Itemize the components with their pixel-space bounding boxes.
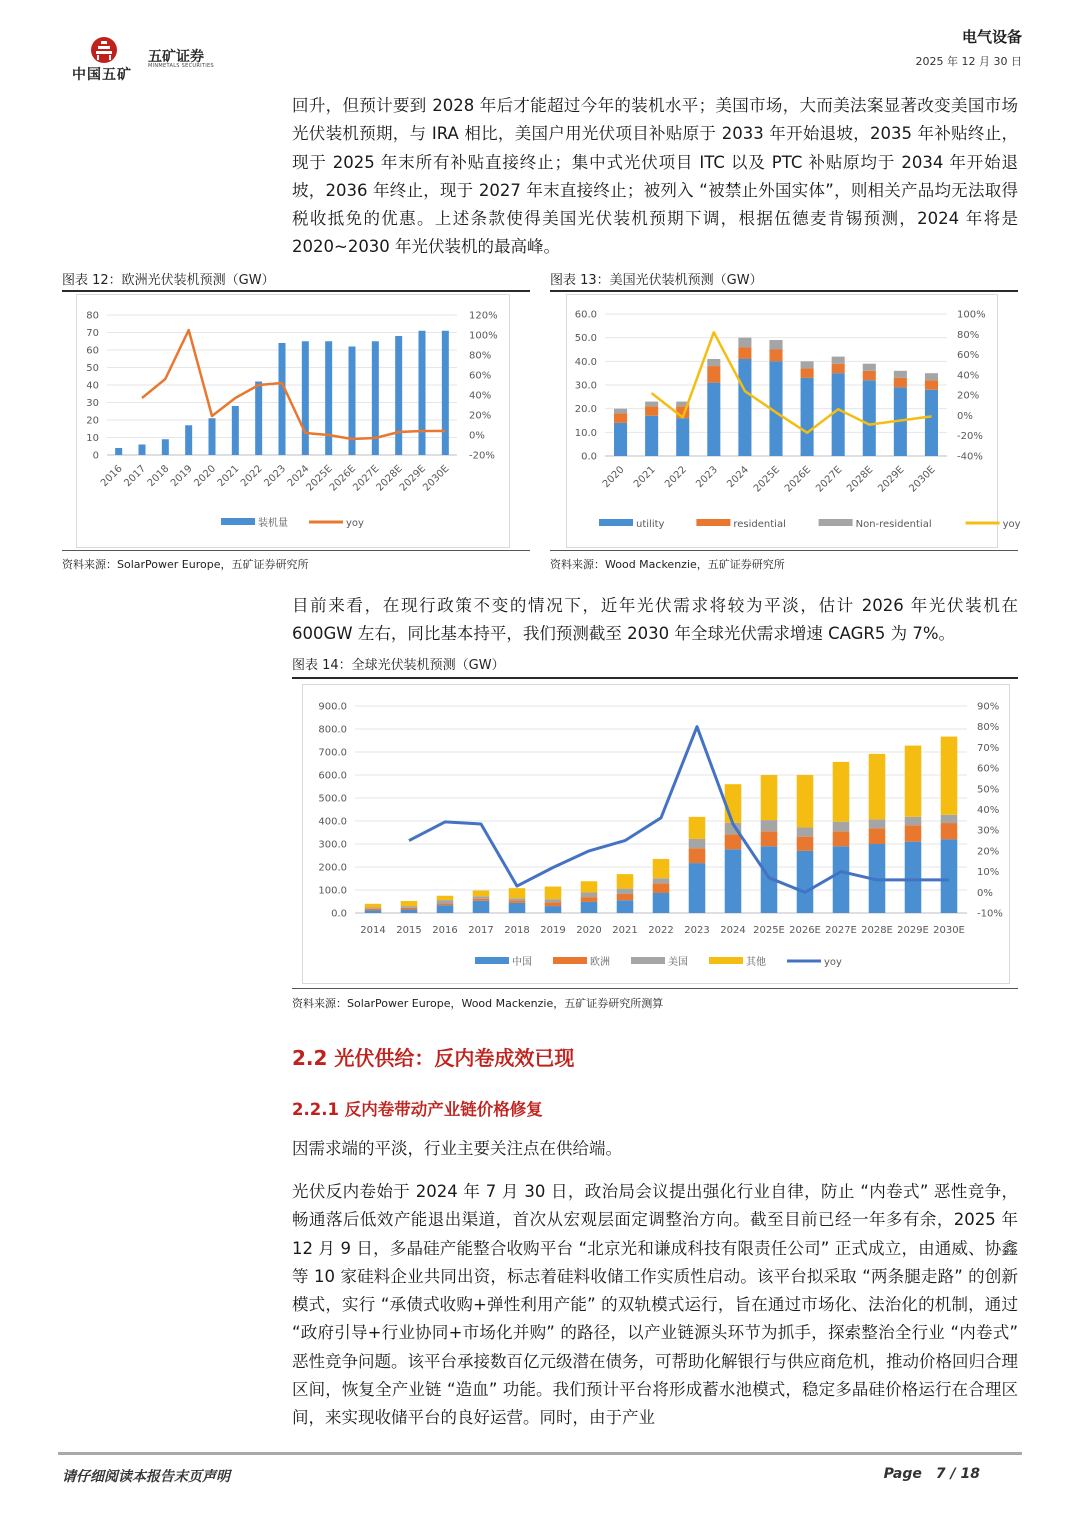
legend-swatch-Non-residential [819, 519, 853, 526]
y-tick-label: 50.0 [574, 333, 597, 345]
x-tick-label: 2021 [215, 463, 242, 490]
bar-欧洲 [797, 837, 814, 851]
bar-utility [738, 359, 751, 456]
bar-装机量 [115, 448, 122, 455]
bar-residential [645, 406, 658, 415]
y2-tick-label: -20% [957, 431, 983, 443]
figure-13-chart [567, 295, 1021, 547]
y2-tick-label: -20% [469, 450, 495, 462]
bar-美国 [401, 906, 418, 908]
bar-美国 [905, 817, 922, 826]
bar-欧洲 [869, 828, 886, 844]
body-paragraph-2 [292, 592, 1018, 649]
bar-residential [707, 366, 720, 383]
x-tick-label: 2019 [540, 925, 566, 936]
legend-label: residential [733, 519, 786, 530]
paragraph-text: 目前来看，在现行政策不变的情况下，近年光伏需求将较为平淡，估计 2026 年光伏装机在 600GW 左右，同比基本持平，我们预测截至 2030 年全球光伏需求增速 CAGR5 为 7%。 [292, 596, 1018, 644]
bar-utility [832, 373, 845, 456]
figure-13-title: 图表 13：美国光伏装机预测（GW） [550, 273, 763, 288]
bar-装机量 [395, 336, 402, 455]
bar-美国 [761, 820, 778, 831]
figure-14-title: 图表 14：全球光伏装机预测（GW） [292, 658, 505, 673]
bar-欧洲 [473, 899, 490, 901]
body-paragraph-1 [292, 92, 1018, 262]
body-paragraph-3 [292, 1135, 1018, 1163]
x-tick-label: 2030E [907, 464, 938, 495]
bar-其他 [797, 775, 814, 827]
bar-美国 [689, 839, 706, 848]
bar-美国 [473, 896, 490, 899]
x-tick-label: 2022 [648, 925, 674, 936]
bar-中国 [545, 906, 562, 913]
y-tick-label: 30.0 [574, 380, 597, 392]
bar-utility [863, 380, 876, 456]
bar-美国 [437, 900, 454, 903]
x-tick-label: 2026E [782, 464, 814, 495]
legend-label: 其他 [746, 957, 766, 968]
legend-swatch-其他 [709, 957, 743, 964]
figure-14-chart [303, 685, 1009, 983]
bar-美国 [833, 822, 850, 832]
x-tick-label: 2028E [845, 464, 876, 495]
figure-12-top-rule [62, 290, 530, 292]
y-tick-label: 900.0 [318, 701, 347, 713]
x-tick-label: 2023 [262, 463, 289, 490]
bar-装机量 [209, 418, 216, 455]
bar-中国 [473, 901, 490, 913]
y-tick-label: 10 [86, 433, 99, 444]
bar-其他 [941, 737, 958, 815]
figure-12-title: 图表 12：欧洲光伏装机预测（GW） [62, 273, 275, 288]
y-tick-label: 20 [86, 415, 99, 427]
bar-美国 [545, 899, 562, 902]
y2-tick-label: 120% [469, 310, 498, 322]
legend-swatch-residential [696, 519, 730, 526]
bar-美国 [653, 878, 670, 883]
x-tick-label: 2030E [421, 463, 452, 494]
bar-residential [832, 364, 845, 373]
bar-装机量 [139, 445, 146, 456]
legend-label: 中国 [512, 957, 532, 968]
x-tick-label: 2024 [720, 925, 746, 936]
bar-欧洲 [509, 901, 526, 903]
figure-13-top-rule [550, 290, 1018, 292]
legend-swatch-utility [599, 519, 633, 526]
line-series-yoy [652, 332, 932, 432]
x-tick-label: 2025E [751, 464, 783, 495]
bar-其他 [833, 762, 850, 822]
legend-label: 装机量 [258, 518, 288, 529]
figure-13-bottom-rule [550, 550, 1018, 551]
y2-tick-label: 0% [469, 430, 485, 442]
bar-Non-residential [614, 409, 627, 414]
y-tick-label: 600.0 [318, 770, 347, 782]
bar-Non-residential [645, 402, 658, 407]
figure-14-bottom-rule [292, 988, 1018, 989]
y2-tick-label: 40% [957, 370, 980, 382]
y2-tick-label: 80% [469, 350, 492, 362]
bar-欧洲 [617, 894, 634, 900]
x-tick-label: 2030E [933, 925, 965, 936]
figure-14-source: 资料来源：SolarPower Europe，Wood Mackenzie，五矿证券研究所测算 [292, 997, 664, 1010]
bar-欧洲 [833, 831, 850, 846]
bar-美国 [941, 815, 958, 823]
bar-其他 [581, 881, 598, 892]
bar-中国 [365, 910, 382, 913]
bar-utility [614, 423, 627, 456]
bar-欧洲 [365, 909, 382, 911]
footer-disclaimer: 请仔细阅读本报告末页声明 [62, 1469, 230, 1485]
y-tick-label: 10.0 [574, 427, 597, 439]
x-tick-label: 2029E [876, 464, 907, 495]
bar-residential [738, 347, 751, 359]
legend-label: yoy [346, 518, 364, 529]
bar-欧洲 [401, 908, 418, 910]
brand-name: 五矿证券 [148, 49, 204, 65]
y-tick-label: 500.0 [318, 793, 347, 805]
bar-欧洲 [437, 904, 454, 906]
figure-12-source: 资料来源：SolarPower Europe，五矿证券研究所 [62, 558, 309, 571]
bar-其他 [473, 890, 490, 896]
figure-12-chart-frame [76, 294, 510, 548]
x-tick-label: 2026E [789, 925, 821, 936]
bar-其他 [761, 775, 778, 820]
bar-装机量 [255, 382, 262, 456]
y2-tick-label: -40% [957, 451, 983, 463]
figure-13-chart-frame [566, 294, 1021, 548]
bar-中国 [653, 893, 670, 913]
bar-中国 [941, 839, 958, 913]
bar-其他 [437, 896, 454, 900]
x-tick-label: 2020 [192, 463, 219, 490]
company-name: 中国五矿 [72, 67, 132, 83]
x-tick-label: 2015 [396, 925, 422, 936]
y-tick-label: 0.0 [581, 451, 597, 463]
x-tick-label: 2027E [351, 463, 382, 494]
y2-tick-label: 50% [977, 784, 1000, 796]
y-tick-label: 400.0 [318, 816, 347, 828]
x-tick-label: 2021 [612, 925, 638, 936]
bar-其他 [365, 904, 382, 908]
legend-label: yoy [824, 957, 842, 968]
x-tick-label: 2028E [861, 925, 893, 936]
legend-label: 欧洲 [590, 957, 610, 968]
bar-utility [707, 383, 720, 456]
bar-Non-residential [894, 371, 907, 378]
bar-欧洲 [581, 897, 598, 902]
bar-中国 [401, 910, 418, 913]
bar-residential [769, 350, 782, 362]
figure-14-chart-frame [302, 684, 1010, 984]
x-tick-label: 2021 [631, 464, 658, 491]
bar-美国 [365, 907, 382, 908]
bar-装机量 [442, 331, 449, 455]
x-tick-label: 2016 [432, 925, 458, 936]
x-tick-label: 2024 [725, 464, 752, 491]
bar-中国 [797, 851, 814, 913]
legend-swatch-中国 [475, 957, 509, 964]
subsection-heading-2-2-1: 2.2.1 反内卷带动产业链价格修复 [292, 1100, 543, 1119]
bar-其他 [401, 901, 418, 906]
x-tick-label: 2016 [99, 463, 125, 490]
y2-tick-label: 80% [977, 722, 1000, 734]
paragraph-text: 回升，但预计要到 2028 年后才能超过今年的装机水平；美国市场，大而美法案显著改变美国市场光伏装机预期，与 IRA 相比，美国户用光伏项目补贴原于 2033 年开始退坡，2035 年补贴终止，现于 2025 年末所有补贴直接终止；集中式光伏项目 ITC 以及 PTC 补贴原均于 2034 年开始退坡，2036 年终止，现于 2027 年末直接终止；被列入 “被禁止外国实体”，则相关产品均无法取得税收抵免的优惠。上述条款使得美国光伏装机预期下调，根据伍德麦肯锡预测，2024 年将是 2020~2030 年光伏装机的最高峰。 [292, 96, 1019, 257]
y-tick-label: 0.0 [331, 908, 347, 920]
y2-tick-label: 10% [977, 867, 1000, 879]
bar-Non-residential [863, 364, 876, 371]
x-tick-label: 2019 [169, 463, 195, 490]
y-tick-label: 40.0 [574, 356, 597, 368]
bar-utility [801, 378, 814, 456]
footer-rule [58, 1452, 1022, 1455]
y-tick-label: 20.0 [574, 404, 597, 416]
section-heading-2-2: 2.2 光伏供给：反内卷成效已现 [292, 1046, 575, 1070]
y2-tick-label: 90% [977, 701, 1000, 713]
bar-其他 [509, 888, 526, 898]
x-tick-label: 2022 [663, 464, 689, 491]
paragraph-text: 因需求端的平淡，行业主要关注点在供给端。 [292, 1139, 622, 1158]
bar-residential [614, 413, 627, 422]
y2-tick-label: 40% [977, 805, 1000, 816]
bar-utility [676, 418, 689, 456]
page-label: Page [883, 1466, 922, 1482]
bar-中国 [905, 842, 922, 913]
y2-tick-label: 60% [977, 763, 1000, 775]
x-tick-label: 2024 [285, 463, 312, 490]
page-count: 7 / 18 [935, 1466, 980, 1482]
bar-装机量 [185, 425, 192, 455]
bar-装机量 [162, 439, 169, 455]
x-tick-label: 2027E [814, 464, 845, 495]
bar-美国 [581, 893, 598, 898]
y2-tick-label: 0% [957, 410, 973, 422]
x-tick-label: 2014 [360, 925, 386, 936]
bar-美国 [869, 819, 886, 828]
company-emblem-icon [90, 36, 118, 64]
figure-12-bottom-rule [62, 550, 530, 551]
bar-中国 [437, 905, 454, 913]
y2-tick-label: 60% [957, 350, 980, 362]
bar-欧洲 [905, 825, 922, 841]
x-tick-label: 2027E [825, 925, 857, 936]
y-tick-label: 0 [92, 450, 99, 462]
x-tick-label: 2029E [397, 463, 429, 494]
figure-14-top-rule [292, 677, 1018, 679]
bar-residential [863, 371, 876, 380]
report-date: 2025 年 12 月 30 日 [915, 55, 1022, 68]
bar-欧洲 [725, 834, 742, 849]
bar-Non-residential [801, 361, 814, 368]
bar-其他 [617, 874, 634, 888]
x-tick-label: 2023 [694, 464, 720, 491]
y-tick-label: 30 [86, 398, 99, 409]
bar-装机量 [302, 341, 309, 455]
body-paragraph-4 [292, 1178, 1018, 1433]
x-tick-label: 2017 [122, 463, 149, 490]
x-tick-label: 2025E [304, 463, 335, 494]
y-tick-label: 200.0 [318, 862, 347, 874]
legend-label: utility [636, 519, 665, 530]
legend-label: yoy [1002, 519, 1021, 530]
bar-中国 [689, 863, 706, 913]
paragraph-text: 光伏反内卷始于 2024 年 7 月 30 日，政治局会议提出强化行业自律，防止 “内卷式” 恶性竞争，畅通落后低效产能退出渠道，首次从宏观层面定调整治方向。截至目前已经一年多有余，2025 年 12 月 9 日，多晶硅产能整合收购平台 “北京光和谦成科技有限责任公司” 正式成立，由通威、协鑫等 10 家硅料企业共同出资，标志着硅料收储工作实质性启动。该平台拟采取 “两条腿走路” 的创新模式，实行 “承债式收购+弹性利用产能” 的双轨模式运行，旨在通过市场化、法治化的机制，通过 “政府引导+行业协同+市场化并购” 的路径，以产业链源头环节为抓手，探索整治全行业 “内卷式” 恶性竞争问题。该平台承接数百亿元级潜在债务，可帮助化解银行与供应商危机，推动价格回归合理区间，恢复全产业链 “造血” 功能。我们预计平台将形成蓄水池模式，稳定多晶硅价格运行在合理区间，来实现收储平台的良好运营。同时，由于产业 [292, 1182, 1018, 1428]
bar-欧洲 [941, 823, 958, 839]
y2-tick-label: 60% [469, 370, 492, 382]
bar-欧洲 [689, 848, 706, 863]
y2-tick-label: 0% [977, 887, 993, 899]
bar-Non-residential [707, 359, 720, 366]
bar-其他 [905, 746, 922, 817]
bar-装机量 [419, 331, 426, 455]
bar-欧洲 [761, 831, 778, 846]
x-tick-label: 2023 [684, 925, 710, 936]
y-tick-label: 800.0 [318, 724, 347, 736]
brand-name-en: MINMETALS SECURITIES [148, 63, 214, 69]
legend-swatch-美国 [631, 957, 665, 964]
y-tick-label: 40 [86, 380, 99, 392]
bar-中国 [833, 846, 850, 913]
legend-label: Non-residential [855, 519, 932, 530]
bar-中国 [509, 903, 526, 913]
report-sector: 电气设备 [961, 28, 1022, 46]
bar-其他 [689, 817, 706, 839]
bar-utility [645, 416, 658, 456]
y-tick-label: 300.0 [318, 839, 347, 851]
bar-Non-residential [832, 357, 845, 364]
bar-中国 [617, 900, 634, 913]
bar-美国 [797, 827, 814, 836]
y2-tick-label: 80% [957, 329, 980, 341]
y-tick-label: 700.0 [318, 747, 347, 759]
y2-tick-label: 30% [977, 825, 1000, 837]
x-tick-label: 2025E [753, 925, 785, 936]
bar-美国 [617, 889, 634, 894]
bar-utility [925, 390, 938, 456]
bar-residential [801, 368, 814, 377]
bar-Non-residential [738, 338, 751, 347]
bar-residential [925, 380, 938, 389]
bar-中国 [725, 849, 742, 913]
y-tick-label: 50 [86, 363, 99, 374]
bar-其他 [545, 887, 562, 900]
y2-tick-label: 100% [469, 330, 498, 342]
bar-装机量 [232, 406, 239, 455]
y2-tick-label: -10% [977, 908, 1003, 920]
bar-欧洲 [545, 902, 562, 906]
figure-13-source: 资料来源：Wood Mackenzie，五矿证券研究所 [550, 558, 785, 571]
bar-装机量 [279, 343, 286, 455]
y2-tick-label: 20% [977, 846, 1000, 858]
x-tick-label: 2018 [145, 463, 172, 490]
figure-12-chart [77, 295, 509, 547]
y-tick-label: 60.0 [574, 309, 597, 321]
bar-Non-residential [769, 340, 782, 349]
bar-residential [894, 378, 907, 387]
x-tick-label: 2020 [576, 925, 602, 936]
bar-中国 [581, 902, 598, 913]
y2-tick-label: 70% [977, 742, 1000, 754]
x-tick-label: 2029E [897, 925, 929, 936]
x-tick-label: 2017 [468, 925, 494, 936]
legend-swatch-欧洲 [553, 957, 587, 964]
footer-page-number [884, 1466, 980, 1482]
y2-tick-label: 20% [957, 390, 980, 402]
x-tick-label: 2022 [239, 463, 265, 490]
legend-label: 美国 [668, 957, 688, 968]
bar-欧洲 [653, 883, 670, 893]
y-tick-label: 60 [86, 345, 99, 357]
bar-Non-residential [925, 373, 938, 380]
bar-其他 [869, 754, 886, 820]
y2-tick-label: 100% [957, 309, 986, 321]
y2-tick-label: 40% [469, 390, 492, 402]
bar-其他 [653, 859, 670, 878]
x-tick-label: 2020 [600, 464, 627, 491]
x-tick-label: 2028E [374, 463, 405, 494]
y-tick-label: 80 [86, 310, 99, 322]
y-tick-label: 100.0 [318, 885, 347, 897]
y-tick-label: 70 [86, 328, 99, 339]
bar-美国 [509, 898, 526, 900]
legend-swatch-装机量 [221, 518, 255, 525]
bar-装机量 [325, 341, 332, 455]
x-tick-label: 2026E [327, 463, 359, 494]
bar-其他 [725, 784, 742, 823]
x-tick-label: 2018 [504, 925, 530, 936]
y2-tick-label: 20% [469, 410, 492, 422]
